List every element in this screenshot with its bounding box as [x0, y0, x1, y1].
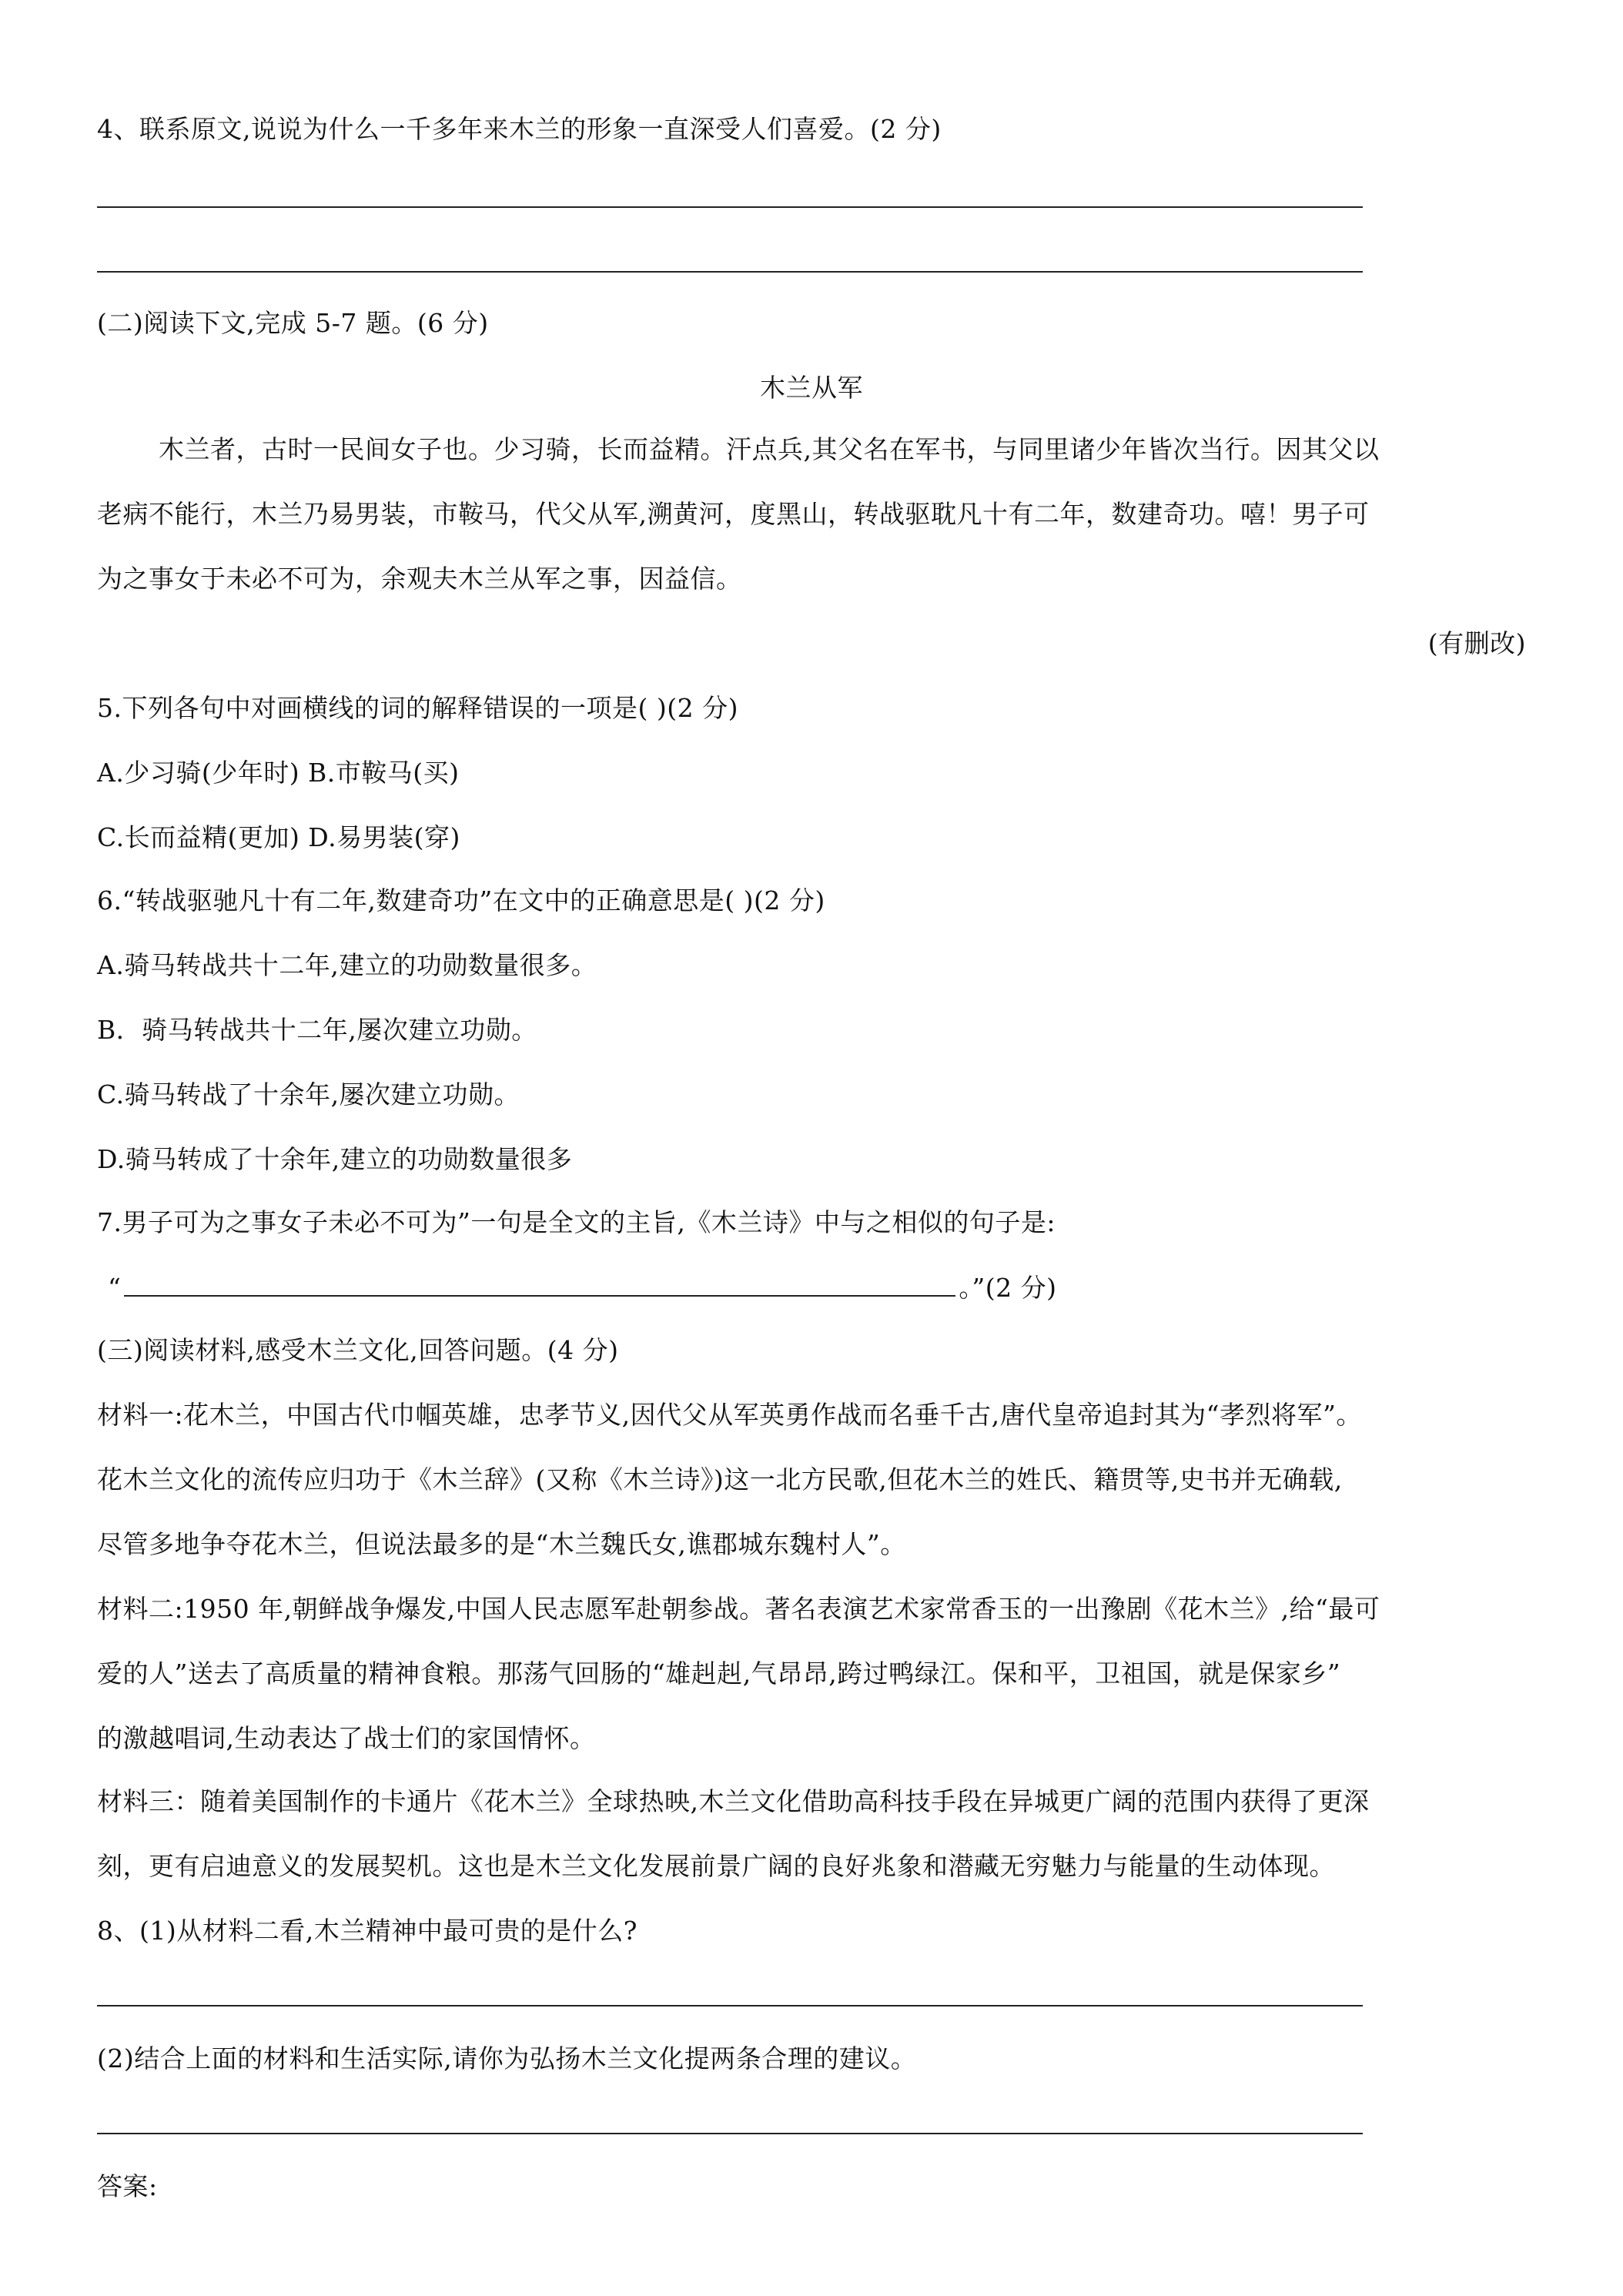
question-5: 5.下列各句中对画横线的词的解释错误的一项是( )(2 分) [97, 693, 738, 723]
answer-label: 答案: [97, 2171, 158, 2201]
passage-line-1: 木兰者，古时一民间女子也。少习骑，长而益精。汗点兵,其父名在军书，与同里诸少年皆次当行。因其父以 [159, 434, 1380, 464]
section-3-heading: (三)阅读材料,感受木兰文化,回答问题。(4 分) [97, 1335, 619, 1365]
question-8-part-1: 8、(1)从材料二看,木兰精神中最可贵的是什么? [97, 1916, 637, 1946]
question-7: 7.男子可为之事女子未必不可为”一句是全文的主旨,《木兰诗》中与之相似的句子是: [97, 1207, 1056, 1237]
material-2-line-2: 爱的人”送去了高质量的精神食粮。那荡气回肠的“雄赳赳,气昂昂,跨过鸭绿江。保和平，卫祖国，就是保家乡” [97, 1658, 1341, 1689]
answer-line[interactable] [97, 206, 1363, 208]
material-2-line-1: 材料二:1950 年,朝鲜战争爆发,中国人民志愿军赴朝参战。著名表演艺术家常香玉的一出豫剧《花木兰》,给“最可 [97, 1594, 1380, 1624]
material-1-line-2: 花木兰文化的流传应归功于《木兰辞》(又称《木兰诗》)这一北方民歌,但花木兰的姓氏、籍贯等,史书并无确载, [97, 1464, 1343, 1494]
material-2-line-3: 的激越唱词,生动表达了战士们的家国情怀。 [97, 1723, 596, 1753]
question-6-option-c: C.骑马转战了十余年,屡次建立功勋。 [97, 1079, 520, 1110]
answer-line[interactable] [97, 271, 1363, 273]
section-2-heading: (二)阅读下文,完成 5-7 题。(6 分) [97, 308, 489, 338]
source-note: (有删改) [1427, 628, 1526, 658]
material-3-line-1: 材料三：随着美国制作的卡通片《花木兰》全球热映,木兰文化借助高科技手段在异城更广阔的范围内获得了更深 [97, 1786, 1370, 1816]
material-1-line-3: 尽管多地争夺花木兰，但说法最多的是“木兰魏氏女,谯郡城东魏村人”。 [97, 1529, 906, 1559]
question-6-option-d: D.骑马转成了十余年,建立的功勋数量很多 [97, 1144, 573, 1174]
material-1-line-1: 材料一:花木兰，中国古代巾帼英雄，忠孝节义,因代父从军英勇作战而名垂千古,唐代皇帝追封其为“孝烈将军”。 [97, 1400, 1362, 1430]
fill-in-blank[interactable] [124, 1269, 955, 1297]
question-7-fill-line [108, 1269, 1056, 1305]
question-8-part-2: (2)结合上面的材料和生活实际,请你为弘扬木兰文化提两条合理的建议。 [97, 2043, 917, 2073]
passage-line-3: 为之事女于未必不可为，余观夫木兰从军之事，因益信。 [97, 564, 742, 594]
answer-line[interactable] [97, 2005, 1363, 2006]
answer-line[interactable] [97, 2133, 1363, 2134]
close-quote: 。”(2 分) [959, 1273, 1057, 1303]
question-6-option-a: A.骑马转战共十二年,建立的功勋数量很多。 [97, 950, 597, 980]
question-6-option-b: B．骑马转战共十二年,屡次建立功勋。 [97, 1015, 537, 1045]
question-4: 4、联系原文,说说为什么一千多年来木兰的形象一直深受人们喜爱。(2 分) [97, 114, 942, 144]
question-5-options-cd: C.长而益精(更加) D.易男装(穿) [97, 822, 460, 852]
passage-line-2: 老病不能行，木兰乃易男装，市鞍马，代父从军,溯黄河，度黑山，转战驱耽凡十有二年，数建奇功。嘻！男子可 [97, 499, 1370, 529]
question-5-options-ab: A.少习骑(少年时) B.市鞍马(买) [97, 758, 460, 788]
open-quote: “ [108, 1273, 122, 1303]
material-3-line-2: 刻，更有启迪意义的发展契机。这也是木兰文化发展前景广阔的良好兆象和潜藏无穷魅力与能量的生动体现。 [97, 1851, 1335, 1881]
passage-title: 木兰从军 [760, 373, 863, 403]
question-6: 6.“转战驱驰凡十有二年,数建奇功”在文中的正确意思是( )(2 分) [97, 885, 825, 915]
